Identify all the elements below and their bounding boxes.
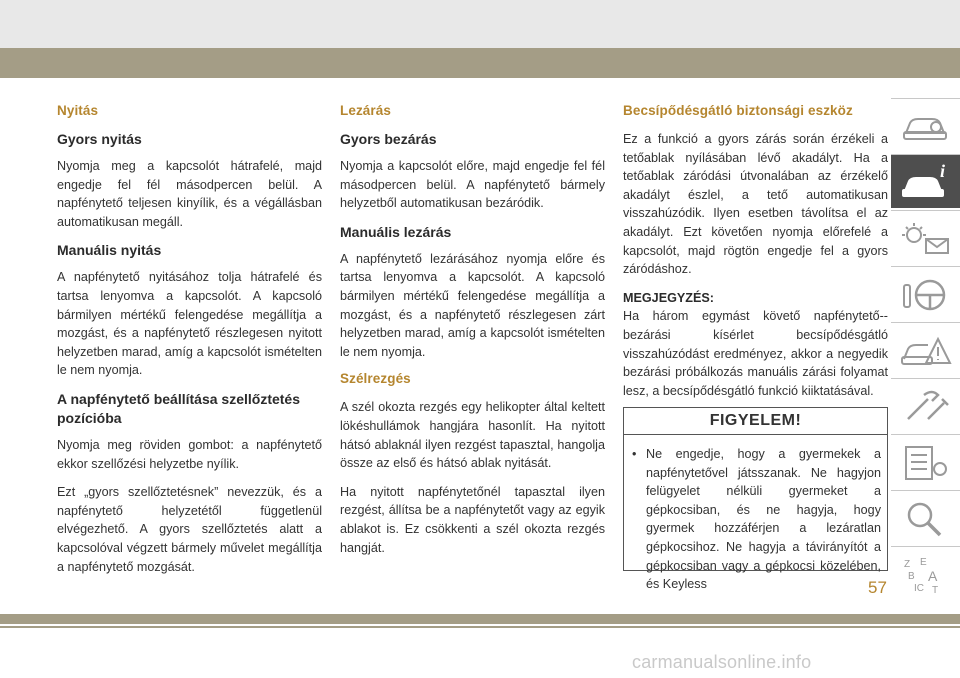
- watermark: carmanualsonline.info: [632, 652, 812, 672]
- section-heading-szelrezges: Szélrezgés: [340, 371, 411, 387]
- svg-text:T: T: [932, 585, 939, 596]
- section-heading-nyitas: Nyitás: [57, 103, 99, 118]
- tab-car-warning[interactable]: [891, 322, 960, 376]
- bullet: •: [632, 447, 637, 461]
- paragraph: Nyomja meg röviden gombot: a napfénytető ekkor szellőzési helyzetbe nyílik.: [57, 437, 322, 471]
- checklist-icon: [898, 441, 954, 483]
- subheading-gyors-nyitas: Gyors nyitás: [57, 131, 142, 147]
- car-search-icon: [898, 105, 954, 147]
- tab-steering[interactable]: [891, 266, 960, 320]
- steering-wheel-icon: [898, 273, 954, 315]
- svg-text:Z: Z: [904, 559, 911, 570]
- subheading-gyors-bezaras: Gyors bezárás: [340, 131, 437, 147]
- tab-checklist[interactable]: [891, 434, 960, 488]
- tab-car-info[interactable]: [891, 154, 960, 208]
- alphabet-index-icon: [898, 553, 954, 595]
- section-heading-becsipodesgatlo: Becsípődésgátló biztonsági eszköz: [623, 103, 853, 118]
- paragraph: A napfénytető nyitásához tolja hátrafelé és tartsa lenyomva a kapcsolót. A kapcsoló bármilyen mértékű felengedése megállítja a mozgást, és a napfénytető részlegesen nyitott helyzetben marad, amíg a kapcsolót ismételten le nem nyomja.: [57, 270, 322, 378]
- tab-tools[interactable]: [891, 378, 960, 432]
- svg-text:IC: IC: [914, 583, 924, 594]
- section-heading-lezaras: Lezárás: [340, 103, 391, 118]
- tools-icon: [898, 385, 954, 427]
- paragraph: Ha nyitott napfénytetőnél tapasztal ilyen rezgést, állítsa be a napfénytetőt vagy az egyik ablakot is. Ez csökkenti a szél okozta rezgés hangját.: [340, 484, 605, 555]
- paragraph: Nyomja a kapcsolót előre, majd engedje fel fél másodpercen belül. A napfénytető bármely helyzetből automatikusan bezáródik.: [340, 159, 605, 211]
- car-info-icon: [898, 161, 954, 203]
- tab-index[interactable]: [891, 546, 960, 600]
- warning-body: [624, 435, 887, 594]
- paragraph: Ez a funkció a gyors zárás során érzékeli a tetőablak nyílásában lévő akadályt. Ha a tetőablak záródási útvonalában az érzékelő akadályt észlel, a tető automatikusan visszahúzódik. Ilyen esetben távolítsa el az akadályt. Ezt követően nyomja előrefelé a kapcsolót, majd rögtön engedje fel a gyors záródáshoz.: [623, 132, 888, 277]
- chapter-tabs: [891, 98, 960, 602]
- paragraph: Ezt „gyors szellőztetésnek” nevezzük, és a napfénytető helyzetétől függetlenül elvégezhető. A gyors szellőztetés alatt a kapcsolóval végzett bármely művelet megállítja a napfénytető mozgását.: [57, 485, 322, 574]
- tab-car-search[interactable]: [891, 98, 960, 152]
- paragraph: A szél okozta rezgés egy helikopter által keltett lökéshullámok hangjára hasonlít. Ha nyitott hátsó ablaknál ilyen rezgést tapasztal, hangolja össze az első és hátsó ablak nyitását.: [340, 400, 605, 471]
- warning-lights-icon: [898, 217, 954, 259]
- tab-search[interactable]: [891, 490, 960, 544]
- svg-text:B: B: [908, 571, 915, 582]
- page-number: 57: [868, 578, 887, 597]
- warning-text: Ne engedje, hogy a gyermekek a napfénytetővel játsszanak. Ne hagyjon felügyelet nélküli gyermeket a gépkocsiban, és ne hagyja, hogy gyermek hozzáférjen a lezáratlan gépkocsihoz. Ne hagyja a távirányítót a gépkocsiban vagy a gépkocsi közelében, és Keyless: [646, 447, 881, 592]
- note-paragraph: Ha három egymást követő napfénytető--bezárási kísérlet becsípődésgátló visszahúzódást eredményez, akkor a negyedik bezárási próbálkozás manuális zárási folyamat lesz, a becsípődésgátló funkció kiiktatásával.: [623, 309, 888, 398]
- note-title: MEGJEGYZÉS:: [623, 290, 714, 305]
- column-2: [340, 103, 605, 567]
- footer-line: [0, 626, 960, 628]
- paragraph: A napfénytető lezárásához nyomja előre és tartsa lenyomva a kapcsolót. A kapcsoló bármilyen mértékű felengedése megállítja a mozgást, és a napfénytető részlegesen zárt helyzetben marad, amíg a kapcsolót ismételten le nem nyomja.: [340, 251, 605, 359]
- column-1: [57, 103, 322, 586]
- subheading-manualis-lezaras: Manuális lezárás: [340, 223, 452, 240]
- subheading-szellozes: A napfénytető beállítása szellőztetés pozícióba: [57, 390, 300, 426]
- svg-text:i: i: [940, 161, 946, 181]
- svg-text:A: A: [928, 568, 938, 584]
- subheading-manualis-nyitas: Manuális nyitás: [57, 242, 162, 259]
- tab-warning-lights[interactable]: [891, 210, 960, 264]
- paragraph: Nyomja meg a kapcsolót hátrafelé, majd engedje fel fél másodpercen belül. A napfénytető teljesen kinyílik, és a végállásban automatikusan megáll.: [57, 159, 322, 229]
- column-3: [623, 103, 888, 410]
- magnifier-icon: [898, 497, 954, 539]
- car-warning-icon: [898, 329, 954, 371]
- warning-title: FIGYELEM!: [624, 408, 887, 435]
- header-band: [0, 48, 960, 78]
- footer-band: [0, 614, 960, 624]
- svg-text:E: E: [920, 557, 927, 568]
